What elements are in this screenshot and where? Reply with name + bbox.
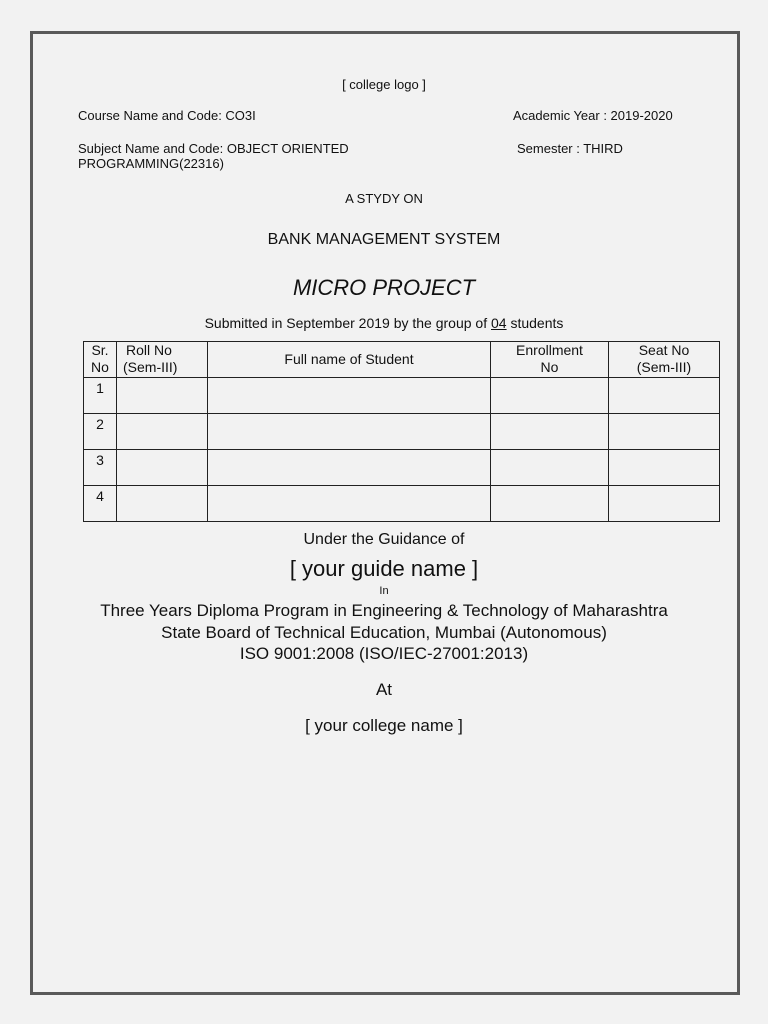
cell-roll xyxy=(117,450,208,486)
cell-roll xyxy=(117,486,208,522)
table-row xyxy=(84,378,720,414)
cell-roll xyxy=(117,378,208,414)
header-enroll-line2: No xyxy=(540,359,559,375)
program-line-2: State Board of Technical Education, Mumbai (Autonomous) xyxy=(161,623,607,642)
cell-enrollment xyxy=(491,414,609,450)
cell-enrollment xyxy=(491,450,609,486)
cell-seat xyxy=(609,486,720,522)
header-seat-no xyxy=(609,342,720,378)
cell-name xyxy=(208,486,491,522)
subject-line-2: PROGRAMMING(22316) xyxy=(78,156,224,171)
guidance-label: Under the Guidance of xyxy=(303,531,465,548)
program-line-1: Three Years Diploma Program in Engineering & Technology of Maharashtra xyxy=(100,601,668,620)
guide-name: [ your guide name ] xyxy=(289,556,479,581)
header-enroll-line1: Enrollment xyxy=(516,342,583,358)
table-header-row xyxy=(84,342,720,378)
table-row xyxy=(84,486,720,522)
cell-sr: 2 xyxy=(84,414,117,450)
at-label: At xyxy=(375,680,393,699)
header-seat-line1: Seat No xyxy=(638,342,690,358)
cell-sr: 4 xyxy=(84,486,117,522)
college-name: [ your college name ] xyxy=(305,716,463,735)
cell-enrollment xyxy=(491,378,609,414)
study-on-label: A STYDY ON xyxy=(345,191,423,206)
header-roll-no xyxy=(117,342,208,378)
in-label: In xyxy=(379,585,389,597)
cell-seat xyxy=(609,378,720,414)
cell-seat xyxy=(609,450,720,486)
semester: Semester : THIRD xyxy=(517,141,623,156)
academic-year: Academic Year : 2019-2020 xyxy=(513,108,673,123)
project-name: BANK MANAGEMENT SYSTEM xyxy=(267,231,501,248)
cell-sr: 3 xyxy=(84,450,117,486)
header-roll-line1: Roll No xyxy=(126,342,172,358)
program-line-3: ISO 9001:2008 (ISO/IEC-27001:2013) xyxy=(239,644,529,663)
student-table xyxy=(83,341,720,522)
submission-prefix: Submitted in September 2019 by the group of xyxy=(204,315,491,331)
header-sr-no-line2: No xyxy=(91,359,109,375)
cell-sr: 1 xyxy=(84,378,117,414)
cell-name xyxy=(208,450,491,486)
submission-line xyxy=(0,315,768,331)
college-logo-placeholder: [ college logo ] xyxy=(342,77,426,92)
header-roll-line2: (Sem-III) xyxy=(123,359,178,375)
header-sr-no-line1: Sr. xyxy=(91,342,109,358)
header-enrollment xyxy=(491,342,609,378)
header-full-name: Full name of Student xyxy=(208,342,491,378)
cell-name xyxy=(208,378,491,414)
cell-name xyxy=(208,414,491,450)
submission-suffix: students xyxy=(506,315,564,331)
subject-name-code xyxy=(78,141,349,171)
subject-line-1: Subject Name and Code: OBJECT ORIENTED xyxy=(78,141,349,156)
table-row xyxy=(84,414,720,450)
header-sr-no xyxy=(84,342,117,378)
student-count: 04 xyxy=(491,315,507,331)
course-name-code: Course Name and Code: CO3I xyxy=(78,108,256,123)
cell-enrollment xyxy=(491,486,609,522)
table-row xyxy=(84,450,720,486)
project-type-title: MICRO PROJECT xyxy=(292,275,476,300)
header-seat-line2: (Sem-III) xyxy=(636,359,692,375)
cell-seat xyxy=(609,414,720,450)
cell-roll xyxy=(117,414,208,450)
